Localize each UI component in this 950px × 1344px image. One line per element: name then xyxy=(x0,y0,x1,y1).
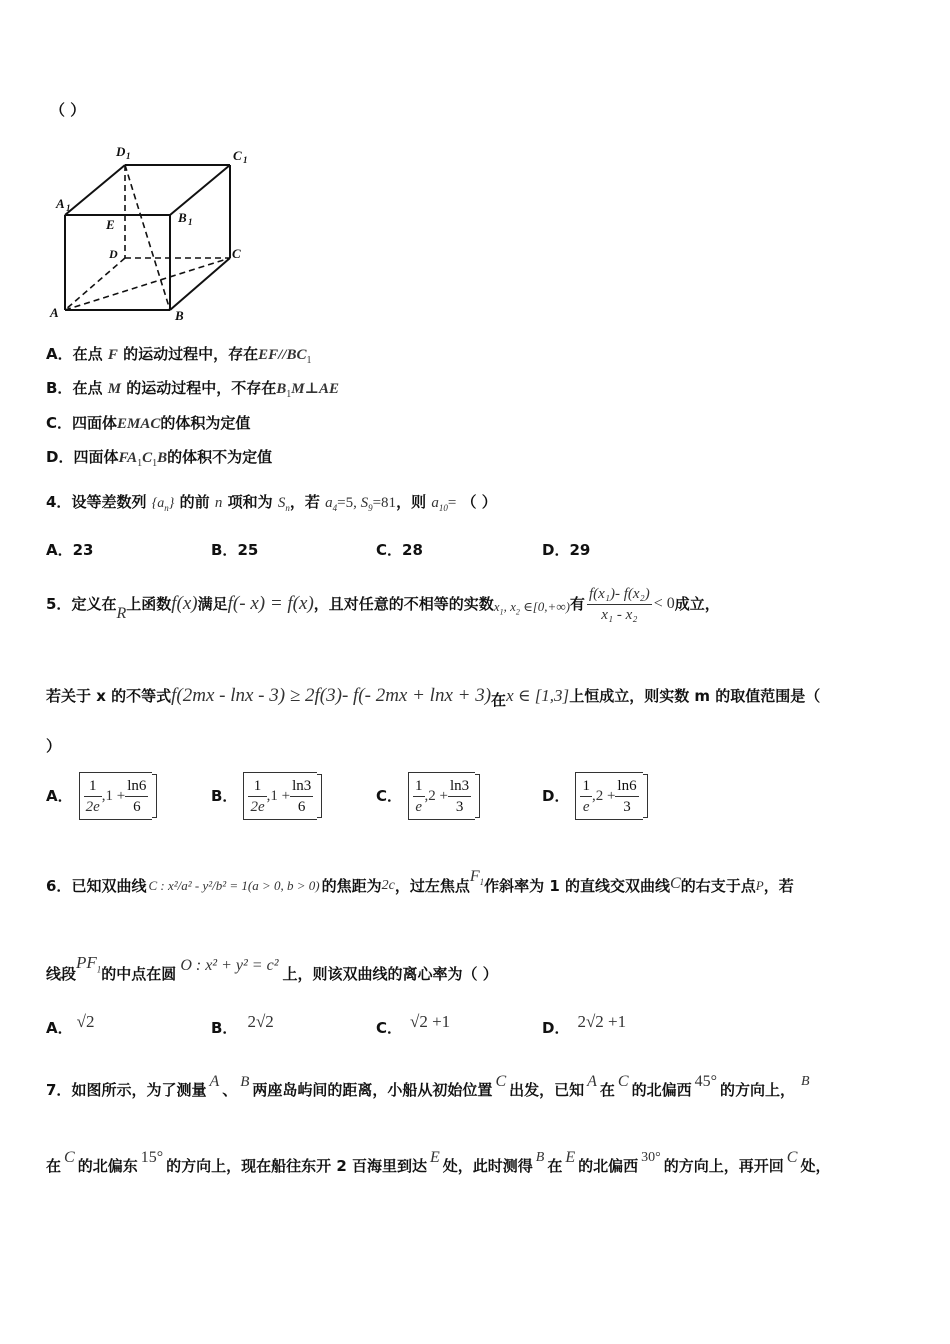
q6-stem-line1: 6． 已知双曲线 C : x²/a² - y²/b² = 1(a > 0, b > 0) 的焦距为 2c ，过左焦点 $F_1$ 作斜率为 1 的直线交双曲线 C 的右支于点 P ，若 xyxy=(46,868,794,895)
q3-option-c: C．四面体EMAC的体积为定值 xyxy=(46,414,251,432)
q7-stem-line1: 7． 如图所示，为了测量 A 、 B 两座岛屿间的距离，小船从初始位置 C 出发，已知 A 在 C 的北偏西 45° 的方向上， B xyxy=(46,1073,810,1099)
q5-option-d: D． $\frac{1}{e}$ ,2 + $\frac{\ln 6}{3}$ xyxy=(542,770,648,822)
cube-figure xyxy=(40,140,300,320)
label-D: D xyxy=(109,247,118,261)
q6-option-a: A． √2 xyxy=(46,1012,95,1037)
q6-option-d: D． 2√2 +1 xyxy=(542,1012,627,1037)
q5-option-b: B． $\frac{1}{2e}$ ,1 + $\frac{\ln 3}{6}$ xyxy=(211,770,322,822)
label-B1-sub: 1 xyxy=(188,217,193,227)
q4-option-d: D．29 xyxy=(542,541,591,559)
label-A1: A xyxy=(56,196,65,211)
q5-stem-line1: 5． 定义在 R 上函数 f(x) 满足 f(- x) = f(x) ，且对任意的不相等的实数 $x_1$, $x_2$ ∈[0,+∞) 有 $\frac{\text{f(x₁)- f(x₂)}}{\text{x₁ - x₂}}$ < 0 成立， xyxy=(46,585,720,623)
q3-option-a: A．在点 F 的运动过程中，存在$EF//BC_1$ xyxy=(46,345,312,366)
q5-option-a: A． $\frac{1}{2e}$ ,1 + $\frac{\ln 6}{6}$ xyxy=(46,770,157,822)
label-B: B xyxy=(175,308,184,320)
q6-option-c: C． √2 +1 xyxy=(376,1012,451,1037)
q3-option-b: B．在点 M 的运动过程中，不存在$B_1M\perp AE$ xyxy=(46,379,340,400)
q7-stem-line2: 在 C 的北偏东 15° 的方向上，现在船往东开 2 百海里到达 E 处，此时测得 B 在 E 的北偏西 30° 的方向上，再开回 C 处， xyxy=(46,1149,831,1175)
q3-option-d: D．四面体$FA_1C_1B$的体积不为定值 xyxy=(46,448,273,469)
q6-stem-line2: 线段 $PF_1$ 的中点在圆 O : x² + y² = c² 上，则该双曲线的离心率为（ ） xyxy=(46,952,498,983)
label-E: E xyxy=(106,217,115,232)
label-A1-sub: 1 xyxy=(66,203,71,213)
q4-stem: 4．设等差数列 $\{a_n\}$ 的前 n 项和为 $S_n$，若 $a_4=5$, $S_9=81$，则 $a_{10}=$ （ ） xyxy=(46,493,497,513)
label-D1: D xyxy=(116,144,126,159)
label-C: C xyxy=(232,246,241,261)
q4-option-c: C．28 xyxy=(376,541,423,559)
label-A: A xyxy=(50,305,59,320)
label-D1-sub: 1 xyxy=(126,151,131,161)
label-C1: C xyxy=(233,148,242,163)
q5-stem-line3: ） xyxy=(46,737,62,755)
q5-stem-line2: 若关于 x 的不等式 f(2mx - lnx - 3) ≥ 2f(3)- f(- 2mx + lnx + 3) 在 x ∈ [1,3] 上恒成立，则实数 m 的取值范围是（ xyxy=(46,685,821,709)
q5-option-c: C． $\frac{1}{e}$ ,2 + $\frac{\ln 3}{3}$ xyxy=(376,770,480,822)
q3-answer-paren: （ ） xyxy=(50,101,86,119)
label-C1-sub: 1 xyxy=(243,155,248,165)
q4-option-a: A．23 xyxy=(46,541,94,559)
label-B1: B xyxy=(178,210,187,225)
q4-option-b: B．25 xyxy=(211,541,259,559)
q6-option-b: B． 2√2 xyxy=(211,1012,274,1037)
